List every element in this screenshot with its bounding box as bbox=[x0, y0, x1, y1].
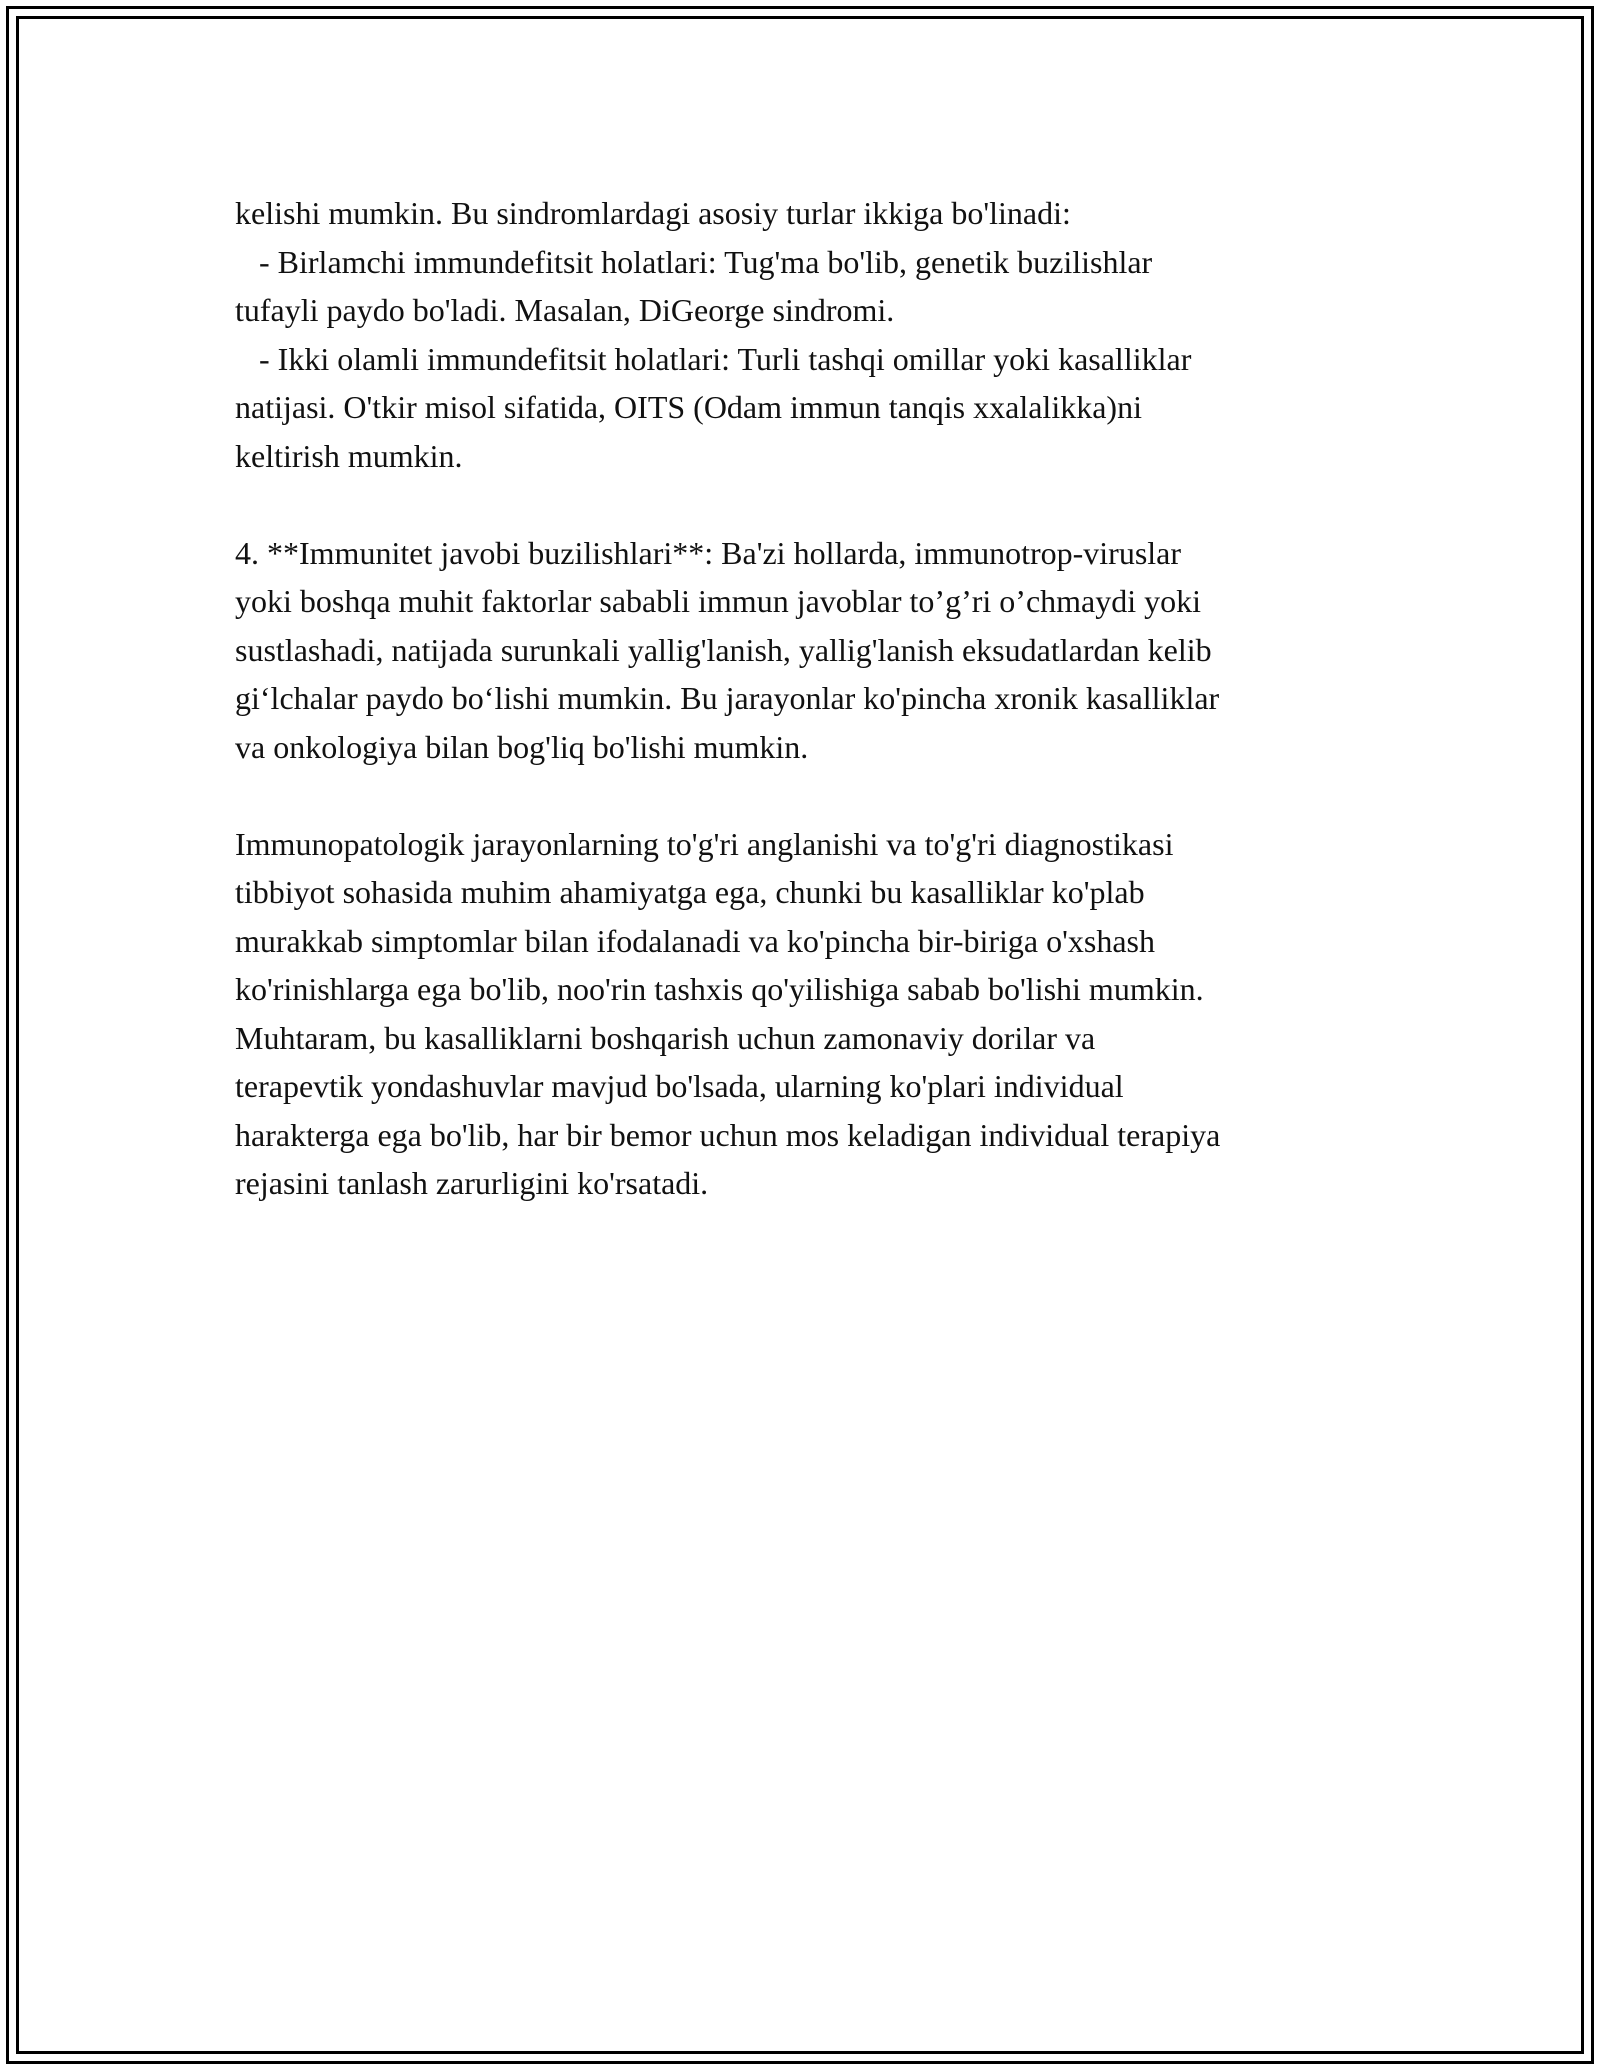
text-line: ko'rinishlarga ega bo'lib, noo'rin tashxis qo'yilishiga sabab bo'lishi mumkin. bbox=[235, 971, 1204, 1007]
paragraph-spacer bbox=[235, 480, 1395, 529]
text-line: 4. **Immunitet javobi buzilishlari**: Ba'zi hollarda, immunotrop-viruslar bbox=[235, 534, 1182, 571]
text-line: Muhtaram, bu kasalliklarni boshqarish uchun zamonaviy dorilar va bbox=[235, 1019, 1096, 1056]
text-line: gi‘lchalar paydo bo‘lishi mumkin. Bu jarayonlar ko'pincha xronik kasalliklar bbox=[235, 680, 1220, 716]
text-line: tufayli paydo bo'ladi. Masalan, DiGeorge sindromi. bbox=[235, 292, 895, 328]
paragraph-immunodeficiency bbox=[235, 189, 1395, 480]
document-body bbox=[235, 189, 1395, 1208]
text-line: murakkab simptomlar bilan ifodalanadi va ko'pincha bir-biriga o'xshash bbox=[235, 922, 1155, 959]
text-line: kelishi mumkin. Bu sindromlardagi asosiy turlar ikkiga bo'linadi: bbox=[235, 195, 1071, 231]
paragraph-immune-response-disorders bbox=[235, 529, 1395, 772]
text-line: keltirish mumkin. bbox=[235, 437, 463, 474]
paragraph-conclusion bbox=[235, 820, 1395, 1208]
text-line: terapevtik yondashuvlar mavjud bo'lsada, ularning ko'plari individual bbox=[235, 1068, 1124, 1104]
text-line: sustlashadi, natijada surunkali yallig'lanish, yallig'lanish eksudatlardan kelib bbox=[235, 631, 1212, 668]
text-line: yoki boshqa muhit faktorlar sababli immun javoblar to’g’ri o’chmaydi yoki bbox=[235, 583, 1202, 619]
text-line: rejasini tanlash zarurligini ko'rsatadi. bbox=[235, 1165, 709, 1201]
text-line: va onkologiya bilan bog'liq bo'lishi mumkin. bbox=[235, 728, 809, 765]
text-line: Immunopatologik jarayonlarning to'g'ri anglanishi va to'g'ri diagnostikasi bbox=[235, 825, 1174, 862]
paragraph-spacer bbox=[235, 771, 1395, 820]
text-line: natijasi. O'tkir misol sifatida, OITS (Odam immun tanqis xxalalikka)ni bbox=[235, 389, 1142, 425]
text-line: harakterga ega bo'lib, har bir bemor uchun mos keladigan individual terapiya bbox=[235, 1116, 1221, 1153]
text-line: - Ikki olamli immundefitsit holatlari: Turli tashqi omillar yoki kasalliklar bbox=[235, 340, 1192, 377]
text-line: - Birlamchi immundefitsit holatlari: Tug'ma bo'lib, genetik buzilishlar bbox=[235, 243, 1153, 280]
text-line: tibbiyot sohasida muhim ahamiyatga ega, chunki bu kasalliklar ko'plab bbox=[235, 874, 1145, 910]
